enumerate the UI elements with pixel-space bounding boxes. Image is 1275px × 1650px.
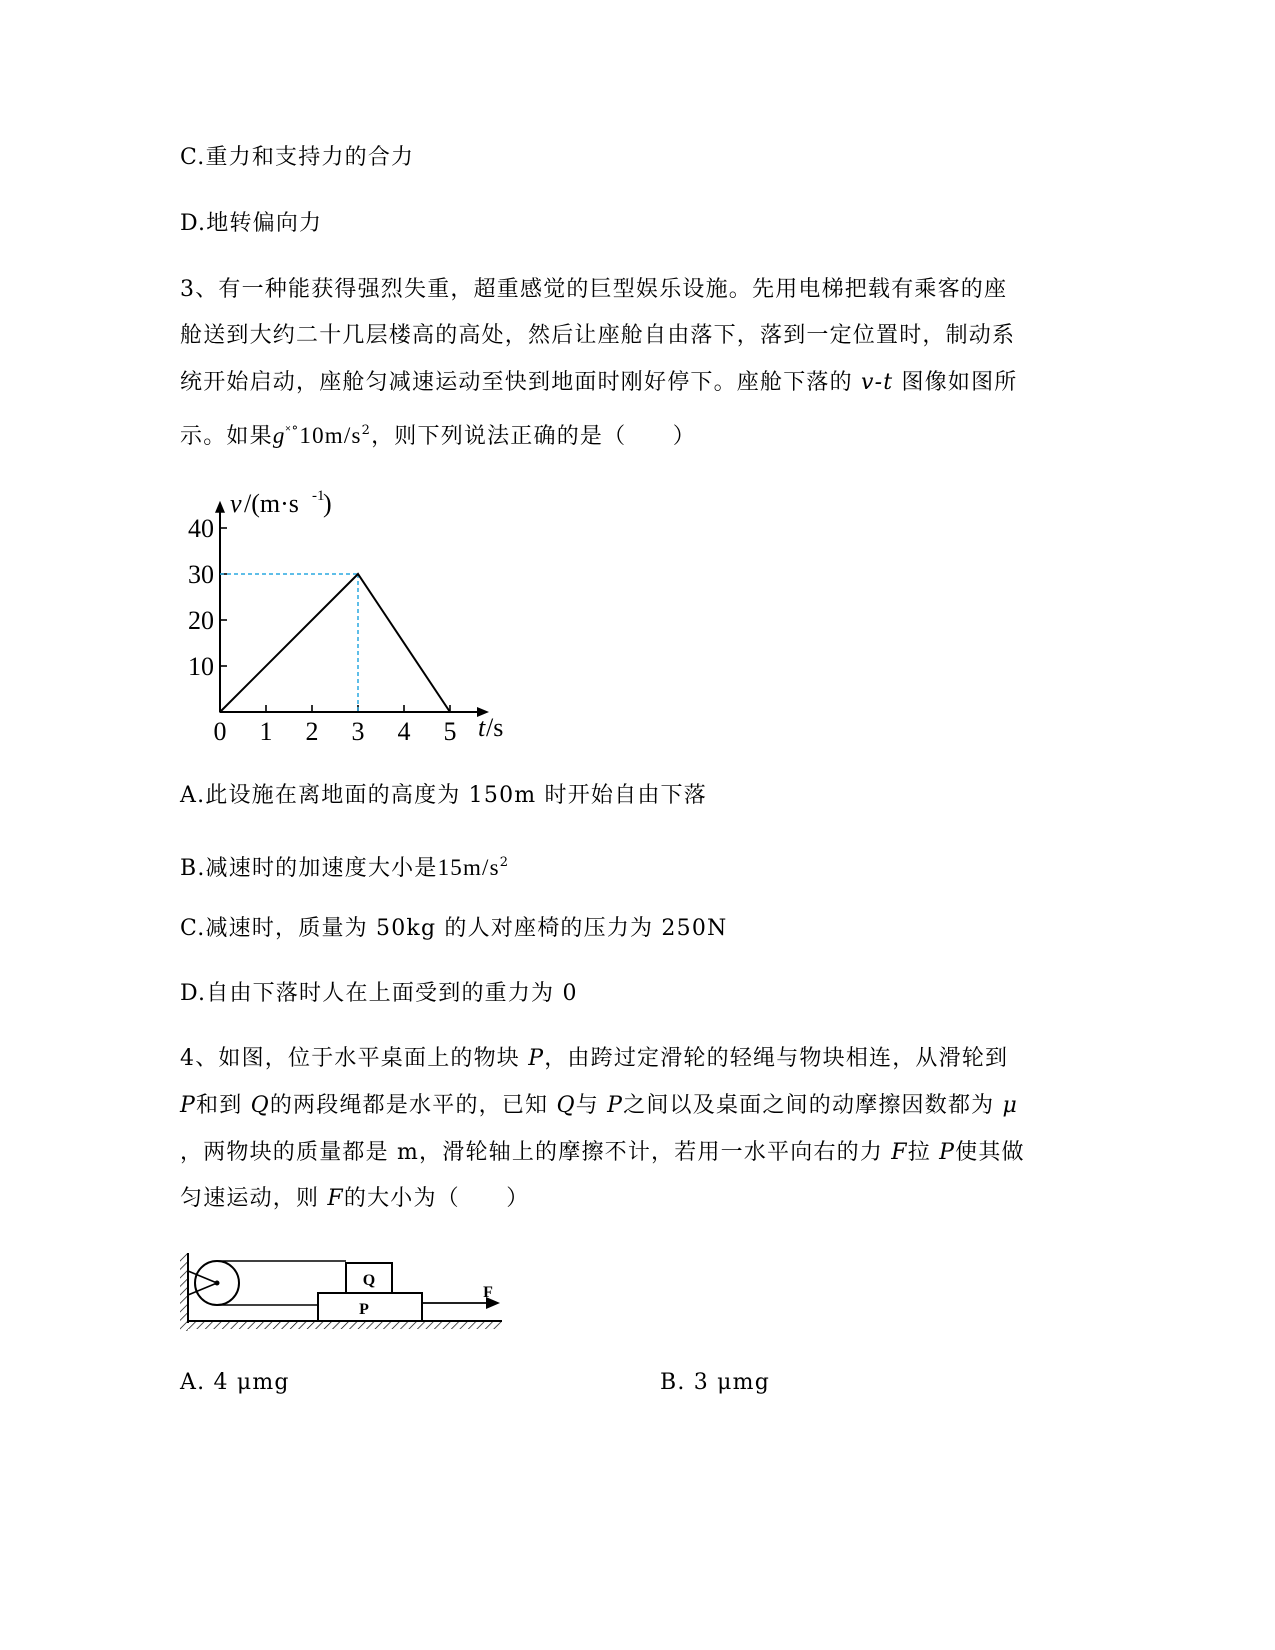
x-tick-label: 2 <box>305 717 319 746</box>
q3-line-3-pre: 统开始启动，座舱匀减速运动至快到地面时刚好停下。座舱下落的 <box>180 370 861 395</box>
block-q-label: Q <box>362 1272 376 1289</box>
q4-option-b: B. 3 μmg <box>660 1370 770 1395</box>
pulley-axle <box>215 1281 220 1286</box>
q4-line-1-pre: 4、如图，位于水平桌面上的物块 <box>180 1046 529 1071</box>
q4-line-2-c: 与 <box>575 1093 608 1118</box>
block-p <box>318 1293 422 1321</box>
x-tick-label: 4 <box>397 717 411 746</box>
wall-hatching <box>180 1253 188 1331</box>
q3-line-3-post: 图像如图所 <box>893 370 1018 395</box>
vt-graph <box>170 478 530 758</box>
q4-line-4-post: 的大小为（ ） <box>343 1186 530 1211</box>
q4-line-2 <box>180 1091 1018 1121</box>
q4-line-2-d: 之间以及桌面之间的动摩擦因数都为 <box>623 1093 1003 1118</box>
p-symbol: P <box>528 1046 545 1071</box>
vt-plot-area <box>188 501 489 746</box>
x-axis-label-unit: /s <box>486 713 504 742</box>
x-tick-label: 0 <box>213 717 227 746</box>
q4-option-a: A. 4 μmg <box>180 1370 290 1395</box>
q3-line-4-post: ，则下列说法正确的是（ ） <box>371 424 696 449</box>
velocity-line <box>220 574 450 712</box>
g-exponent: 2 <box>361 423 372 438</box>
q4-line-1-post: ，由跨过定滑轮的轻绳与物块相连，从滑轮到 <box>544 1046 1009 1071</box>
x-tick-label: 3 <box>351 717 365 746</box>
q-symbol: Q <box>556 1093 576 1118</box>
p-symbol: P <box>607 1093 624 1118</box>
option-c-prev: C.重力和支持力的合力 <box>180 145 415 170</box>
q3-line-4 <box>180 416 696 452</box>
q4-line-2-b: 的两段绳都是水平的，已知 <box>269 1093 557 1118</box>
block-p-label: P <box>359 1301 369 1318</box>
q3-option-b-value: 15m/s <box>437 855 500 880</box>
q3-line-2: 舱送到大约二十几层楼高的高处，然后让座舱自由落下，落到一定位置时，制动系 <box>180 323 1016 348</box>
q4-line-4 <box>180 1184 529 1214</box>
force-label: F <box>483 1284 493 1301</box>
q4-line-2-a: 和到 <box>196 1093 251 1118</box>
q4-line-1 <box>180 1044 1008 1074</box>
y-axis-label-unit: /(m·s <box>244 489 299 518</box>
y-tick-label: 20 <box>188 606 214 635</box>
f-symbol: F <box>327 1186 344 1211</box>
q3-option-a: A.此设施在离地面的高度为 150m 时开始自由下落 <box>180 783 707 808</box>
vt-symbol: v-t <box>861 370 894 395</box>
ground-hatching <box>188 1321 502 1329</box>
x-axis-label-t: t <box>478 713 486 742</box>
y-axis-label-v: v <box>230 489 242 518</box>
data-point <box>357 573 359 575</box>
q3-line-3 <box>180 368 1018 398</box>
p-symbol: P <box>939 1140 956 1165</box>
y-tick-label: 30 <box>188 560 214 589</box>
x-tick-label: 1 <box>259 717 273 746</box>
q4-line-3-mid: 拉 <box>907 1140 940 1165</box>
q3-line-1: 3、有一种能获得强烈失重，超重感觉的巨型娱乐设施。先用电梯把载有乘客的座 <box>180 277 1008 302</box>
q-symbol: Q <box>250 1093 270 1118</box>
g-symbol: g <box>272 423 286 448</box>
q3-option-b <box>180 848 509 884</box>
y-axis-arrow <box>215 501 225 513</box>
q4-line-3-post: 使其做 <box>955 1140 1025 1165</box>
q4-line-3-pre: ，两物块的质量都是 m，滑轮轴上的摩擦不计，若用一水平向右的力 <box>180 1140 892 1165</box>
y-tick-label: 40 <box>188 514 214 543</box>
q4-line-3 <box>180 1138 1025 1168</box>
q3-line-4-pre: 示。如果 <box>180 424 273 449</box>
option-d-prev: D.地转偏向力 <box>180 211 323 236</box>
y-tick-label: 10 <box>188 652 214 681</box>
y-axis-label-close: ) <box>323 489 332 518</box>
q3-option-b-text: B.减速时的加速度大小是 <box>180 856 438 881</box>
data-point <box>449 711 451 713</box>
data-point <box>219 711 221 713</box>
q3-option-b-exp: 2 <box>499 855 510 870</box>
garbled-symbol: ˟° <box>285 424 300 439</box>
q3-option-c: C.减速时，质量为 50kg 的人对座椅的压力为 250N <box>180 916 728 941</box>
q4-line-4-pre: 匀速运动，则 <box>180 1186 328 1211</box>
x-tick-label: 5 <box>443 717 457 746</box>
pulley-diagram <box>170 1245 510 1337</box>
q3-option-d: D.自由下落时人在上面受到的重力为 0 <box>180 981 578 1006</box>
p-symbol: P <box>180 1093 197 1118</box>
mu-symbol: μ <box>1002 1093 1019 1118</box>
y-axis-label-exp: -1 <box>312 488 325 504</box>
f-symbol: F <box>891 1140 908 1165</box>
g-value: 10m/s <box>299 423 362 448</box>
